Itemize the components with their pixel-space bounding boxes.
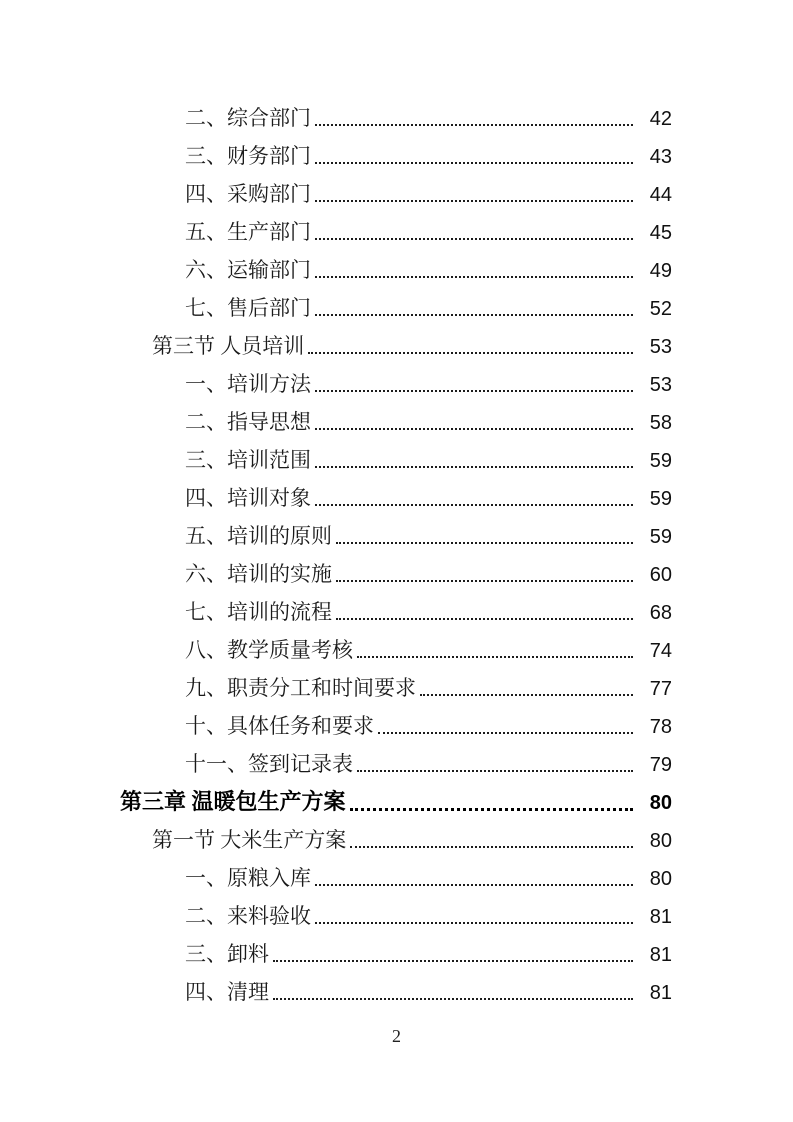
toc-entry-label: 第一节 大米生产方案	[152, 828, 347, 852]
toc-leader-dots	[315, 99, 633, 137]
toc-entry-page: 53	[649, 374, 672, 396]
toc-entry-page: 59	[649, 526, 672, 548]
toc-leader-dots	[350, 821, 633, 859]
toc-entry-page: 80	[649, 830, 672, 852]
toc-entry-label: 九、职责分工和时间要求	[185, 676, 416, 700]
toc-entry-page: 59	[649, 450, 672, 472]
toc-entry[interactable]	[120, 517, 672, 555]
toc-entry-label: 第三节 人员培训	[152, 334, 305, 358]
toc-entry-label: 二、来料验收	[185, 904, 311, 928]
toc-entry-label: 七、售后部门	[185, 296, 311, 320]
toc-leader-dots	[336, 555, 633, 593]
toc-entry-label: 一、培训方法	[185, 372, 311, 396]
toc-leader-dots	[273, 973, 633, 1011]
toc-entry-chapter[interactable]	[120, 783, 672, 821]
toc-entry-label: 十一、签到记录表	[185, 752, 353, 776]
toc-leader-dots	[315, 479, 633, 517]
toc-leader-dots	[308, 327, 633, 365]
toc-entry[interactable]	[120, 707, 672, 745]
toc-entry-label: 三、财务部门	[185, 144, 311, 168]
toc-entry-label: 三、卸料	[185, 942, 269, 966]
toc-entry-label: 四、清理	[185, 980, 269, 1004]
toc-entry[interactable]	[120, 251, 672, 289]
toc-entry[interactable]	[120, 479, 672, 517]
toc-entry[interactable]	[120, 669, 672, 707]
toc-entry[interactable]	[120, 935, 672, 973]
toc-entry-page: 81	[649, 944, 672, 966]
toc-leader-dots	[315, 859, 633, 897]
toc-leader-dots	[315, 403, 633, 441]
table-of-contents	[120, 99, 672, 1011]
toc-entry-label: 四、采购部门	[185, 182, 311, 206]
toc-entry-page: 42	[649, 108, 672, 130]
toc-leader-dots	[357, 631, 633, 669]
toc-leader-dots	[273, 935, 633, 973]
toc-entry-label: 二、指导思想	[185, 410, 311, 434]
toc-leader-dots	[378, 707, 633, 745]
toc-entry-page: 81	[649, 906, 672, 928]
toc-entry[interactable]	[120, 99, 672, 137]
toc-entry-page: 45	[649, 222, 672, 244]
toc-entry[interactable]	[120, 973, 672, 1011]
toc-leader-dots	[315, 897, 633, 935]
toc-entry-label: 六、培训的实施	[185, 562, 332, 586]
toc-entry[interactable]	[120, 327, 672, 365]
toc-entry-page: 68	[649, 602, 672, 624]
toc-leader-dots	[315, 175, 633, 213]
toc-entry-label: 二、综合部门	[185, 106, 311, 130]
toc-entry-page: 78	[649, 716, 672, 738]
toc-entry[interactable]	[120, 289, 672, 327]
toc-entry-page: 79	[649, 754, 672, 776]
toc-entry[interactable]	[120, 897, 672, 935]
toc-leader-dots	[315, 251, 633, 289]
toc-leader-dots	[357, 745, 633, 783]
toc-entry-page: 74	[649, 640, 672, 662]
toc-entry-page: 80	[649, 868, 672, 890]
toc-entry-page: 59	[649, 488, 672, 510]
toc-entry[interactable]	[120, 745, 672, 783]
toc-entry[interactable]	[120, 593, 672, 631]
toc-entry[interactable]	[120, 403, 672, 441]
toc-entry-label: 四、培训对象	[185, 486, 311, 510]
page-footer	[0, 1026, 793, 1047]
toc-entry[interactable]	[120, 213, 672, 251]
toc-entry-label: 十、具体任务和要求	[185, 714, 374, 738]
toc-entry[interactable]	[120, 631, 672, 669]
toc-leader-dots	[350, 783, 633, 821]
toc-leader-dots	[315, 441, 633, 479]
toc-leader-dots	[420, 669, 633, 707]
toc-leader-dots	[315, 137, 633, 175]
toc-entry-page: 53	[649, 336, 672, 358]
toc-entry-label: 第三章 温暖包生产方案	[120, 789, 346, 814]
toc-entry-label: 八、教学质量考核	[185, 638, 353, 662]
toc-entry-label: 五、培训的原则	[185, 524, 332, 548]
toc-leader-dots	[336, 593, 633, 631]
toc-leader-dots	[315, 213, 633, 251]
toc-entry-label: 六、运输部门	[185, 258, 311, 282]
toc-entry-label: 三、培训范围	[185, 448, 311, 472]
toc-entry-page: 60	[649, 564, 672, 586]
toc-entry-page: 43	[649, 146, 672, 168]
toc-entry-page: 52	[649, 298, 672, 320]
toc-entry[interactable]	[120, 365, 672, 403]
toc-entry-page: 80	[649, 792, 672, 814]
toc-entry-page: 81	[649, 982, 672, 1004]
page-number: 2	[392, 1026, 401, 1046]
toc-entry-label: 七、培训的流程	[185, 600, 332, 624]
toc-entry[interactable]	[120, 441, 672, 479]
toc-entry-label: 五、生产部门	[185, 220, 311, 244]
toc-leader-dots	[315, 289, 633, 327]
toc-leader-dots	[315, 365, 633, 403]
toc-entry[interactable]	[120, 175, 672, 213]
toc-entry-page: 58	[649, 412, 672, 434]
toc-leader-dots	[336, 517, 633, 555]
toc-entry[interactable]	[120, 555, 672, 593]
toc-entry-page: 49	[649, 260, 672, 282]
toc-entry-label: 一、原粮入库	[185, 866, 311, 890]
toc-entry-page: 77	[649, 678, 672, 700]
toc-entry-page: 44	[649, 184, 672, 206]
toc-entry[interactable]	[120, 821, 672, 859]
toc-entry[interactable]	[120, 859, 672, 897]
toc-entry[interactable]	[120, 137, 672, 175]
